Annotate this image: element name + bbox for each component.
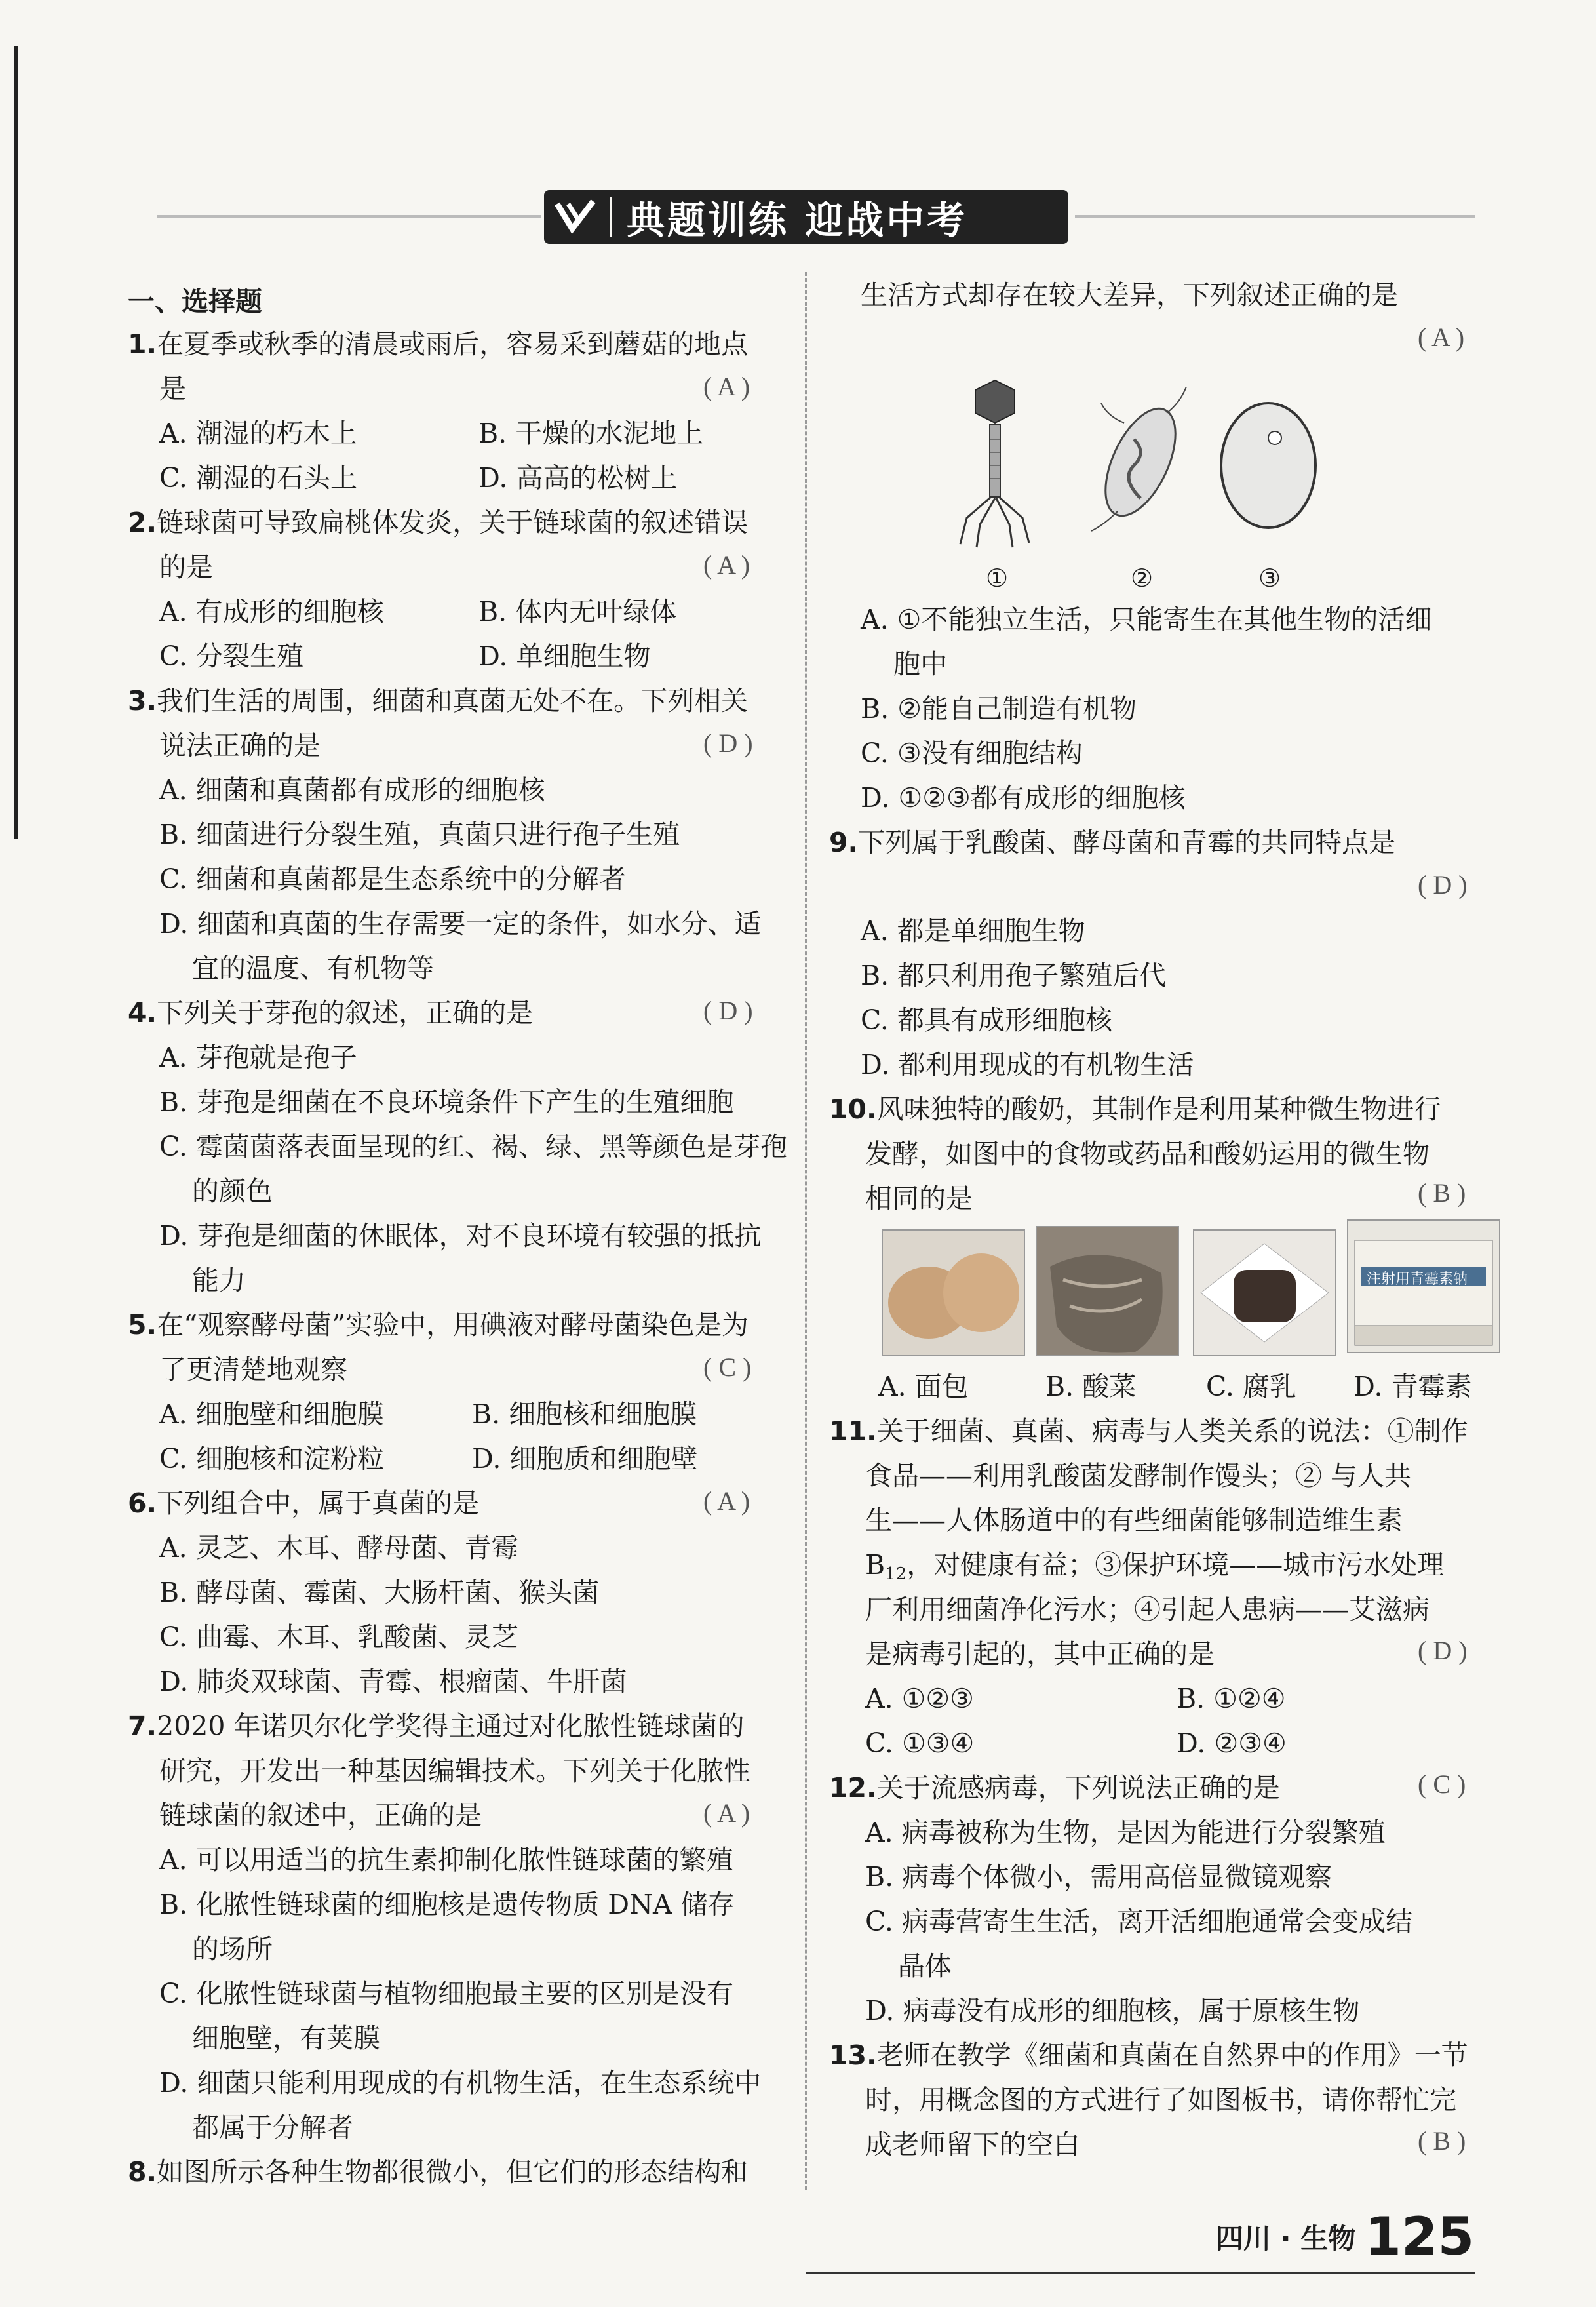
question-11-stem-3: 生——人体肠道中的有些细菌能够制造维生素 [865,1505,1403,1536]
question-6-stem: 6.下列组合中，属于真菌的是 [128,1488,480,1519]
banner-rule-right [1075,215,1475,218]
yeast-cell-illustration [1221,403,1315,528]
option-d: D. 肺炎双球菌、青霉、根瘤菌、牛肝菌 [159,1666,627,1697]
option-b: B. 酸菜 [1045,1371,1137,1402]
option-a: A. 细胞壁和细胞膜 [159,1398,384,1430]
option-b: B. 都只利用孢子繁殖后代 [861,960,1167,991]
pickled-cabbage-photo [1036,1226,1179,1356]
question-7-answer: ( A ) [703,1798,750,1828]
option-c: C. ③没有细胞结构 [861,738,1083,769]
question-13-answer: ( B ) [1418,2126,1466,2156]
option-c: C. 病毒营寄生生活，离开活细胞通常会变成结 [865,1906,1412,1937]
question-12-stem: 12.关于流感病毒，下列说法正确的是 [829,1772,1280,1804]
question-6-answer: ( A ) [703,1486,750,1516]
option-c: C. 细胞核和淀粉粒 [159,1443,384,1474]
option-b-cont: 的场所 [192,1933,273,1965]
option-c-cont: 的颜色 [192,1175,273,1207]
option-d: D. 细胞质和细胞壁 [472,1443,698,1474]
question-3-answer: ( D ) [703,728,753,758]
fermented-tofu-photo [1193,1229,1336,1356]
option-a: A. 潮湿的朽木上 [159,418,357,449]
option-a: A. 细菌和真菌都有成形的细胞核 [159,774,545,806]
fermented-tofu-illustration [1194,1231,1335,1355]
microbe-figure [957,374,1324,593]
question-10-stem-2: 发酵，如图中的食物或药品和酸奶运用的微生物 [865,1138,1430,1170]
figure-label-3: ③ [1258,564,1281,593]
bread-photo [882,1229,1025,1356]
option-d: D. 高高的松树上 [478,462,678,494]
page-edge-line [14,46,18,839]
banner-title: 典题训练 迎战中考 [627,198,968,243]
question-4-stem: 4.下列关于芽孢的叙述，正确的是 [128,997,534,1029]
option-c: C. 曲霉、木耳、乳酸菌、灵芝 [159,1621,518,1653]
question-4-answer: ( D ) [703,996,753,1025]
option-a: A. 面包 [878,1371,969,1402]
option-a: A. 都是单细胞生物 [861,915,1085,947]
option-b: B. 酵母菌、霉菌、大肠杆菌、猴头菌 [159,1577,600,1608]
option-a: A. 有成形的细胞核 [159,596,384,627]
option-a: A. 可以用适当的抗生素抑制化脓性链球菌的繁殖 [159,1844,733,1876]
footer-rule [806,2272,1475,2274]
option-a: A. ①②③ [865,1683,974,1714]
option-d: D. 单细胞生物 [478,641,651,672]
option-b: B. 病毒个体微小，需用高倍显微镜观察 [865,1861,1333,1893]
chevron-check-icon [544,190,610,244]
option-a-cont: 胞中 [893,648,947,680]
question-10-answer: ( B ) [1418,1178,1466,1208]
question-2-answer: ( A ) [703,550,750,580]
question-3-stem: 3.我们生活的周围，细菌和真菌无处不在。下列相关 [128,685,749,717]
section-title: 一、选择题 [128,286,262,317]
question-8-stem-2: 生活方式却存在较大差异，下列叙述正确的是 [861,279,1398,311]
option-d: D. ①②③都有成形的细胞核 [861,782,1186,814]
question-11-stem-4: $B_{12}$，对健康有益；③保护环境——城市污水处理 [865,1549,1445,1584]
option-d: D. 青霉素 [1353,1371,1472,1402]
figure-label-2: ② [1131,564,1154,593]
question-5-stem-2: 了更清楚地观察 [159,1354,347,1385]
question-13-stem-2: 时，用概念图的方式进行了如图板书，请你帮忙完 [865,2084,1456,2116]
question-2-stem-2: 的是 [159,551,213,583]
question-11-stem-5: 厂利用细菌净化污水；④引起人患病——艾滋病 [865,1594,1430,1625]
option-d: D. 细菌只能利用现成的有机物生活，在生态系统中 [159,2067,762,2099]
option-b: B. ②能自己制造有机物 [861,693,1137,724]
question-3-stem-2: 说法正确的是 [159,730,321,761]
page-number: 125 [1365,2206,1475,2267]
penicillin-box-photo [1347,1219,1500,1353]
option-c: C. 细菌和真菌都是生态系统中的分解者 [159,863,626,895]
question-7-stem: 7.2020 年诺贝尔化学奖得主通过对化脓性链球菌的 [128,1710,745,1742]
figure-label-1: ① [986,564,1009,593]
question-11-stem-2: 食品——利用乳酸菌发酵制作馒头；② 与人共 [865,1460,1412,1491]
option-c: C. 分裂生殖 [159,641,303,672]
microbe-illustrations [957,374,1324,557]
option-c: C. 化脓性链球菌与植物细胞最主要的区别是没有 [159,1978,733,2009]
question-5-answer: ( C ) [703,1352,752,1382]
column-divider [805,272,807,2190]
option-c: C. 潮湿的石头上 [159,462,357,494]
option-a: A. 病毒被称为生物，是因为能进行分裂繁殖 [865,1817,1386,1848]
question-1-stem-2: 是 [159,373,186,404]
option-c: C. ①③④ [865,1727,975,1759]
question-10-stem-3: 相同的是 [865,1183,973,1214]
option-c: C. 腐乳 [1206,1371,1296,1402]
question-10-stem: 10.风味独特的酸奶，其制作是利用某种微生物进行 [829,1094,1441,1125]
option-d-cont: 能力 [192,1265,246,1296]
option-d-cont: 都属于分解者 [192,2112,353,2143]
option-b: B. 细菌进行分裂生殖，真菌只进行孢子生殖 [159,819,680,850]
option-c-cont: 细胞壁，有荚膜 [192,2022,380,2054]
question-5-stem: 5.在“观察酵母菌”实验中，用碘液对酵母菌染色是为 [128,1309,749,1341]
bacterium-illustration [1091,387,1190,531]
question-7-stem-2: 研究，开发出一种基因编辑技术。下列关于化脓性 [159,1755,750,1786]
option-b: B. 细胞核和细胞膜 [472,1398,697,1430]
question-8-answer: ( A ) [1418,323,1465,352]
section-banner [544,190,1068,244]
question-2-stem: 2.链球菌可导致扁桃体发炎，关于链球菌的叙述错误 [128,507,749,538]
footer-province-subject: 四川 · 生物 [1216,2222,1356,2255]
virus-illustration [960,380,1029,547]
page-footer [1216,2206,1474,2267]
option-c: C. 都具有成形细胞核 [861,1004,1112,1036]
option-c-cont: 晶体 [898,1950,952,1982]
question-7-stem-3: 链球菌的叙述中，正确的是 [159,1800,482,1831]
pickled-cabbage-illustration [1037,1227,1178,1355]
question-13-stem-3: 成老师留下的空白 [865,2129,1080,2160]
option-d-cont: 宜的温度、有机物等 [192,953,434,984]
option-b: B. 干燥的水泥地上 [478,418,704,449]
question-11-stem-6: 是病毒引起的，其中正确的是 [865,1638,1215,1670]
option-d: D. 芽孢是细菌的休眠体，对不良环境有较强的抵抗 [159,1220,762,1252]
option-b: B. 芽孢是细菌在不良环境条件下产生的生殖细胞 [159,1086,734,1118]
option-d: D. 病毒没有成形的细胞核，属于原核生物 [865,1995,1360,2026]
option-a: A. 芽孢就是孢子 [159,1042,357,1073]
option-d: D. 都利用现成的有机物生活 [861,1049,1194,1080]
question-8-stem: 8.如图所示各种生物都很微小，但它们的形态结构和 [128,2156,749,2188]
question-12-answer: ( C ) [1418,1769,1466,1799]
question-11-stem: 11.关于细菌、真菌、病毒与人类关系的说法：①制作 [829,1415,1468,1447]
option-b: B. 化脓性链球菌的细胞核是遗传物质 DNA 储存 [159,1889,735,1920]
question-9-answer: ( D ) [1418,870,1468,899]
bread-illustration [883,1231,1024,1355]
question-13-stem: 13.老师在教学《细菌和真菌在自然界中的作用》一节 [829,2040,1468,2071]
question-9-stem: 9.下列属于乳酸菌、酵母菌和青霉的共同特点是 [829,827,1396,858]
option-d: D. ②③④ [1177,1727,1287,1759]
option-c: C. 霉菌菌落表面呈现的红、褐、绿、黑等颜色是芽孢 [159,1131,787,1162]
option-b: B. 体内无叶绿体 [478,596,677,627]
option-a: A. ①不能独立生活，只能寄生在其他生物的活细 [861,604,1432,635]
question-1-stem: 1.在夏季或秋季的清晨或雨后，容易采到蘑菇的地点 [128,328,749,360]
option-b: B. ①②④ [1177,1683,1286,1714]
banner-rule-left [157,215,541,218]
option-a: A. 灵芝、木耳、酵母菌、青霉 [159,1532,518,1564]
question-11-answer: ( D ) [1418,1636,1468,1665]
question-1-answer: ( A ) [703,372,750,401]
option-d: D. 细菌和真菌的生存需要一定的条件，如水分、适 [159,908,762,939]
penicillin-box-label: 注射用青霉素钠 [1367,1271,1468,1288]
